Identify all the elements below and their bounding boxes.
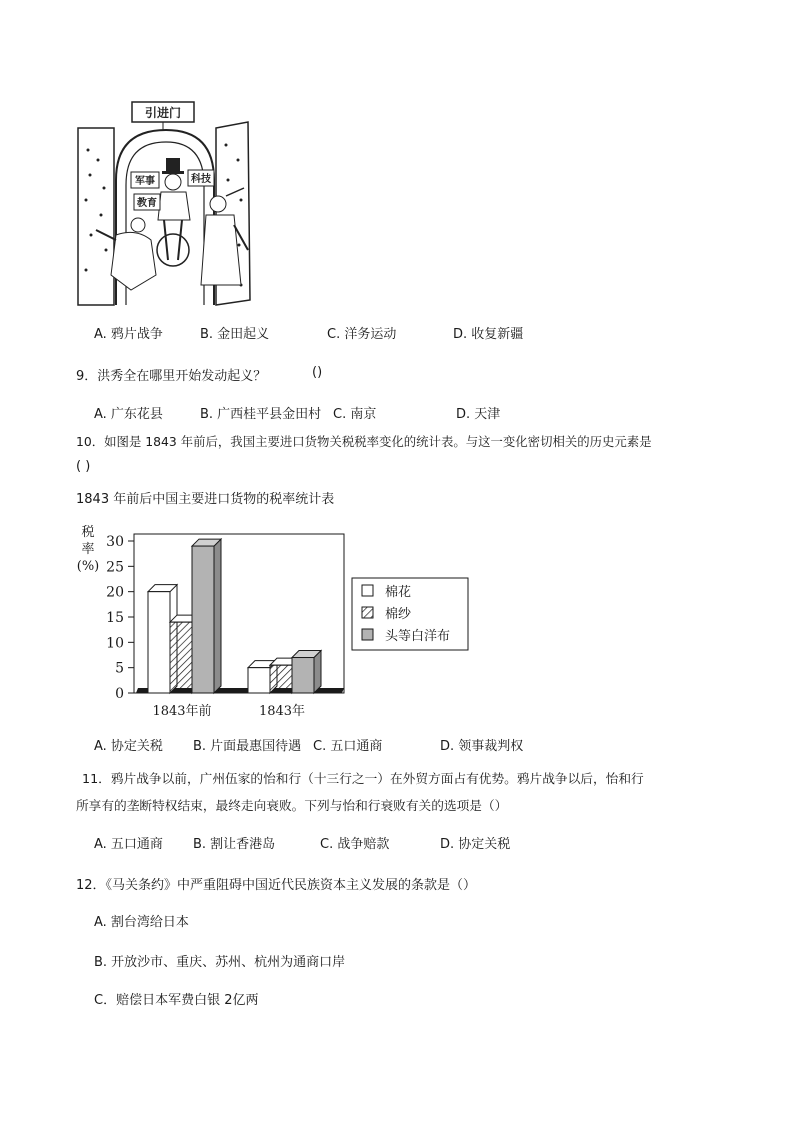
q11-stem-line1: 11．鸦片战争以前，广州伍家的怡和行（十三行之一）在外贸方面占有优势。鸦片战争以后，怡和行: [82, 771, 644, 786]
q10-option-b: B. 片面最惠国待遇: [193, 739, 302, 754]
q9-option-a: A. 广东花县: [94, 407, 163, 422]
y-axis-label: 率: [81, 542, 95, 557]
y-axis-label: 税: [81, 525, 95, 540]
x-category-label: 1843年前: [152, 704, 212, 719]
bar-0-2: [192, 546, 214, 693]
q12-option-c: C．赔偿日本军费白银 2亿两: [94, 993, 259, 1008]
cartoon-label-military: 军事: [135, 176, 155, 187]
q12-option-a: A. 割台湾给日本: [94, 915, 189, 930]
q11-option-a: A. 五口通商: [94, 837, 163, 852]
x-category-label: 1843年: [258, 704, 306, 719]
y-tick-label: 25: [106, 559, 124, 576]
y-tick-label: 0: [115, 686, 124, 702]
q11-option-b: B. 割让香港岛: [193, 837, 276, 852]
q9-answer-paren: (): [312, 365, 323, 380]
q10-answer-paren: ( ): [76, 459, 91, 474]
q11-option-d: D. 协定关税: [440, 837, 511, 852]
q8-option-c: C. 洋务运动: [327, 327, 397, 342]
q8-option-d: D. 收复新疆: [453, 327, 524, 342]
q11-stem-line2: 所享有的垄断特权结束，最终走向衰败。下列与怡和行衰败有关的选项是（）: [76, 798, 508, 813]
q9-stem: 9．洪秀全在哪里开始发动起义？: [76, 369, 267, 384]
y-tick-label: 10: [106, 635, 124, 652]
q10-option-c: C. 五口通商: [313, 739, 383, 754]
legend-label: 头等白洋布: [385, 629, 451, 644]
y-axis-label: (%): [76, 559, 100, 574]
bar-0-1: [170, 622, 192, 693]
q10-option-a: A. 协定关税: [94, 739, 163, 754]
cartoon-sign-text: 引进门: [144, 106, 182, 120]
y-tick-label: 30: [106, 534, 124, 550]
q8-option-b: B. 金田起义: [200, 327, 270, 342]
q10-option-d: D. 领事裁判权: [440, 739, 524, 754]
q12-stem: 12．《马关条约》中严重阻碍中国近代民族资本主义发展的条款是（）: [76, 878, 477, 893]
bar-0-0: [148, 592, 170, 693]
legend-label: 棉纱: [385, 607, 412, 622]
q9-option-b: B. 广西桂平县金田村: [200, 407, 322, 422]
bar-1-1: [270, 665, 292, 693]
cartoon-illustration: [76, 100, 254, 310]
legend-swatch: [362, 629, 373, 640]
bar-1-0: [248, 668, 270, 693]
y-tick-label: 15: [106, 610, 124, 626]
bar-1-2: [292, 658, 314, 693]
legend-swatch: [362, 607, 373, 618]
y-tick-label: 5: [115, 660, 124, 677]
bar-side-0-2: [214, 539, 221, 693]
y-tick-label: 20: [106, 584, 124, 601]
cartoon-label-education: 教育: [137, 198, 157, 209]
tax-rate-chart: [70, 522, 490, 722]
q10-stem: 10．如图是 1843 年前后，我国主要进口货物关税税率变化的统计表。与这一变化密切相关的历史元素是: [76, 434, 652, 449]
cartoon-label-technology: 科技: [191, 174, 211, 185]
q11-option-c: C. 战争赔款: [320, 837, 390, 852]
q10-chart-title: 1843 年前后中国主要进口货物的税率统计表: [76, 492, 335, 507]
q9-option-c: C. 南京: [333, 407, 377, 422]
q9-option-d: D. 天津: [456, 407, 501, 422]
legend-label: 棉花: [385, 585, 412, 600]
q8-option-a: A. 鸦片战争: [94, 327, 163, 342]
legend-swatch: [362, 585, 373, 596]
q12-option-b: B. 开放沙市、重庆、苏州、杭州为通商口岸: [94, 955, 346, 970]
